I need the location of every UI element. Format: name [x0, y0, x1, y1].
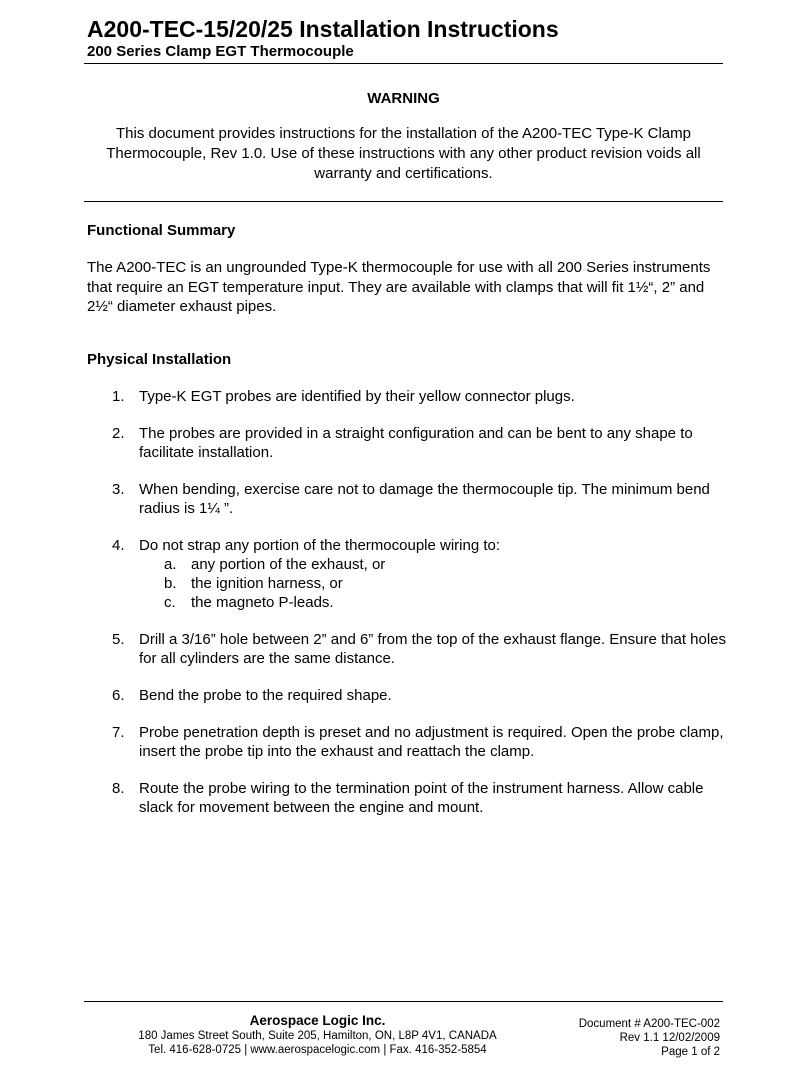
substep-letter: c. — [164, 594, 176, 611]
step-number: 7. — [112, 724, 125, 741]
sub-list-item — [139, 593, 727, 612]
list-item — [87, 723, 727, 761]
list-item — [87, 686, 727, 705]
step-number: 8. — [112, 780, 125, 797]
footer-company-name: Aerospace Logic Inc. — [249, 1013, 386, 1028]
step-text: When bending, exercise care not to damage the thermocouple tip. The minimum bend radius is 1¼ ”. — [139, 481, 710, 517]
footer-address: 180 James Street South, Suite 205, Hamilton, ON, L8P 4V1, CANADA — [138, 1030, 497, 1042]
document-number: Document # A200-TEC-002 — [578, 1018, 720, 1030]
list-item — [87, 387, 727, 406]
step-text: The probes are provided in a straight configuration and can be bent to any shape to facilitate installation. — [139, 425, 693, 461]
step-text: Do not strap any portion of the thermocouple wiring to: — [139, 537, 501, 554]
functional-summary-heading: Functional Summary — [87, 222, 236, 239]
step-text: Bend the probe to the required shape. — [139, 687, 392, 704]
footer-divider — [84, 1001, 723, 1002]
list-item — [87, 536, 727, 612]
step-number: 5. — [112, 631, 125, 648]
footer-contact: Tel. 416-628-0725 | www.aerospacelogic.com | Fax. 416-352-5854 — [148, 1044, 487, 1056]
step-number: 3. — [112, 481, 125, 498]
step-text: Probe penetration depth is preset and no adjustment is required. Open the probe clamp, insert the probe tip into the exhaust and reattach the clamp. — [139, 724, 724, 760]
substep-letter: b. — [164, 575, 177, 592]
revision-date: Rev 1.1 12/02/2009 — [619, 1032, 720, 1044]
physical-installation-heading: Physical Installation — [87, 351, 232, 368]
step-text: Drill a 3/16” hole between 2” and 6” from the top of the exhaust flange. Ensure that holes for all cylinders are the same distance. — [139, 631, 727, 667]
page-title: A200-TEC-15/20/25 Installation Instructions — [87, 16, 559, 42]
substep-text: any portion of the exhaust, or — [191, 556, 386, 573]
substeps-list — [139, 555, 727, 612]
section-divider — [84, 201, 723, 202]
installation-steps-list — [87, 387, 727, 835]
page-subtitle: 200 Series Clamp EGT Thermocouple — [87, 43, 354, 60]
step-number: 2. — [112, 425, 125, 442]
step-text: Route the probe wiring to the termination point of the instrument harness. Allow cable slack for movement between the engine and mount. — [139, 780, 704, 816]
sub-list-item — [139, 555, 727, 574]
list-item — [87, 630, 727, 668]
substep-text: the magneto P-leads. — [191, 594, 334, 611]
step-text: Type-K EGT probes are identified by their yellow connector plugs. — [139, 388, 575, 405]
substep-letter: a. — [164, 556, 177, 573]
list-item — [87, 424, 727, 462]
step-number: 6. — [112, 687, 125, 704]
substep-text: the ignition harness, or — [191, 575, 343, 592]
list-item — [87, 779, 727, 817]
list-item — [87, 480, 727, 518]
step-number: 4. — [112, 537, 125, 554]
warning-heading: WARNING — [367, 90, 440, 107]
page-number: Page 1 of 2 — [661, 1046, 720, 1058]
warning-text: This document provides instructions for the installation of the A200-TEC Type-K Clamp Thermocouple, Rev 1.0. Use of these instructions with any other product revision voids all warranty and certifications. — [106, 125, 701, 182]
functional-summary-text: The A200-TEC is an ungrounded Type-K thermocouple for use with all 200 Series instruments that require an EGT temperature input. They are available with clamps that will fit 1½“, 2” and 2½“ diameter exhaust pipes. — [87, 259, 711, 315]
sub-list-item — [139, 574, 727, 593]
header-divider — [84, 63, 723, 64]
step-number: 1. — [112, 388, 125, 405]
